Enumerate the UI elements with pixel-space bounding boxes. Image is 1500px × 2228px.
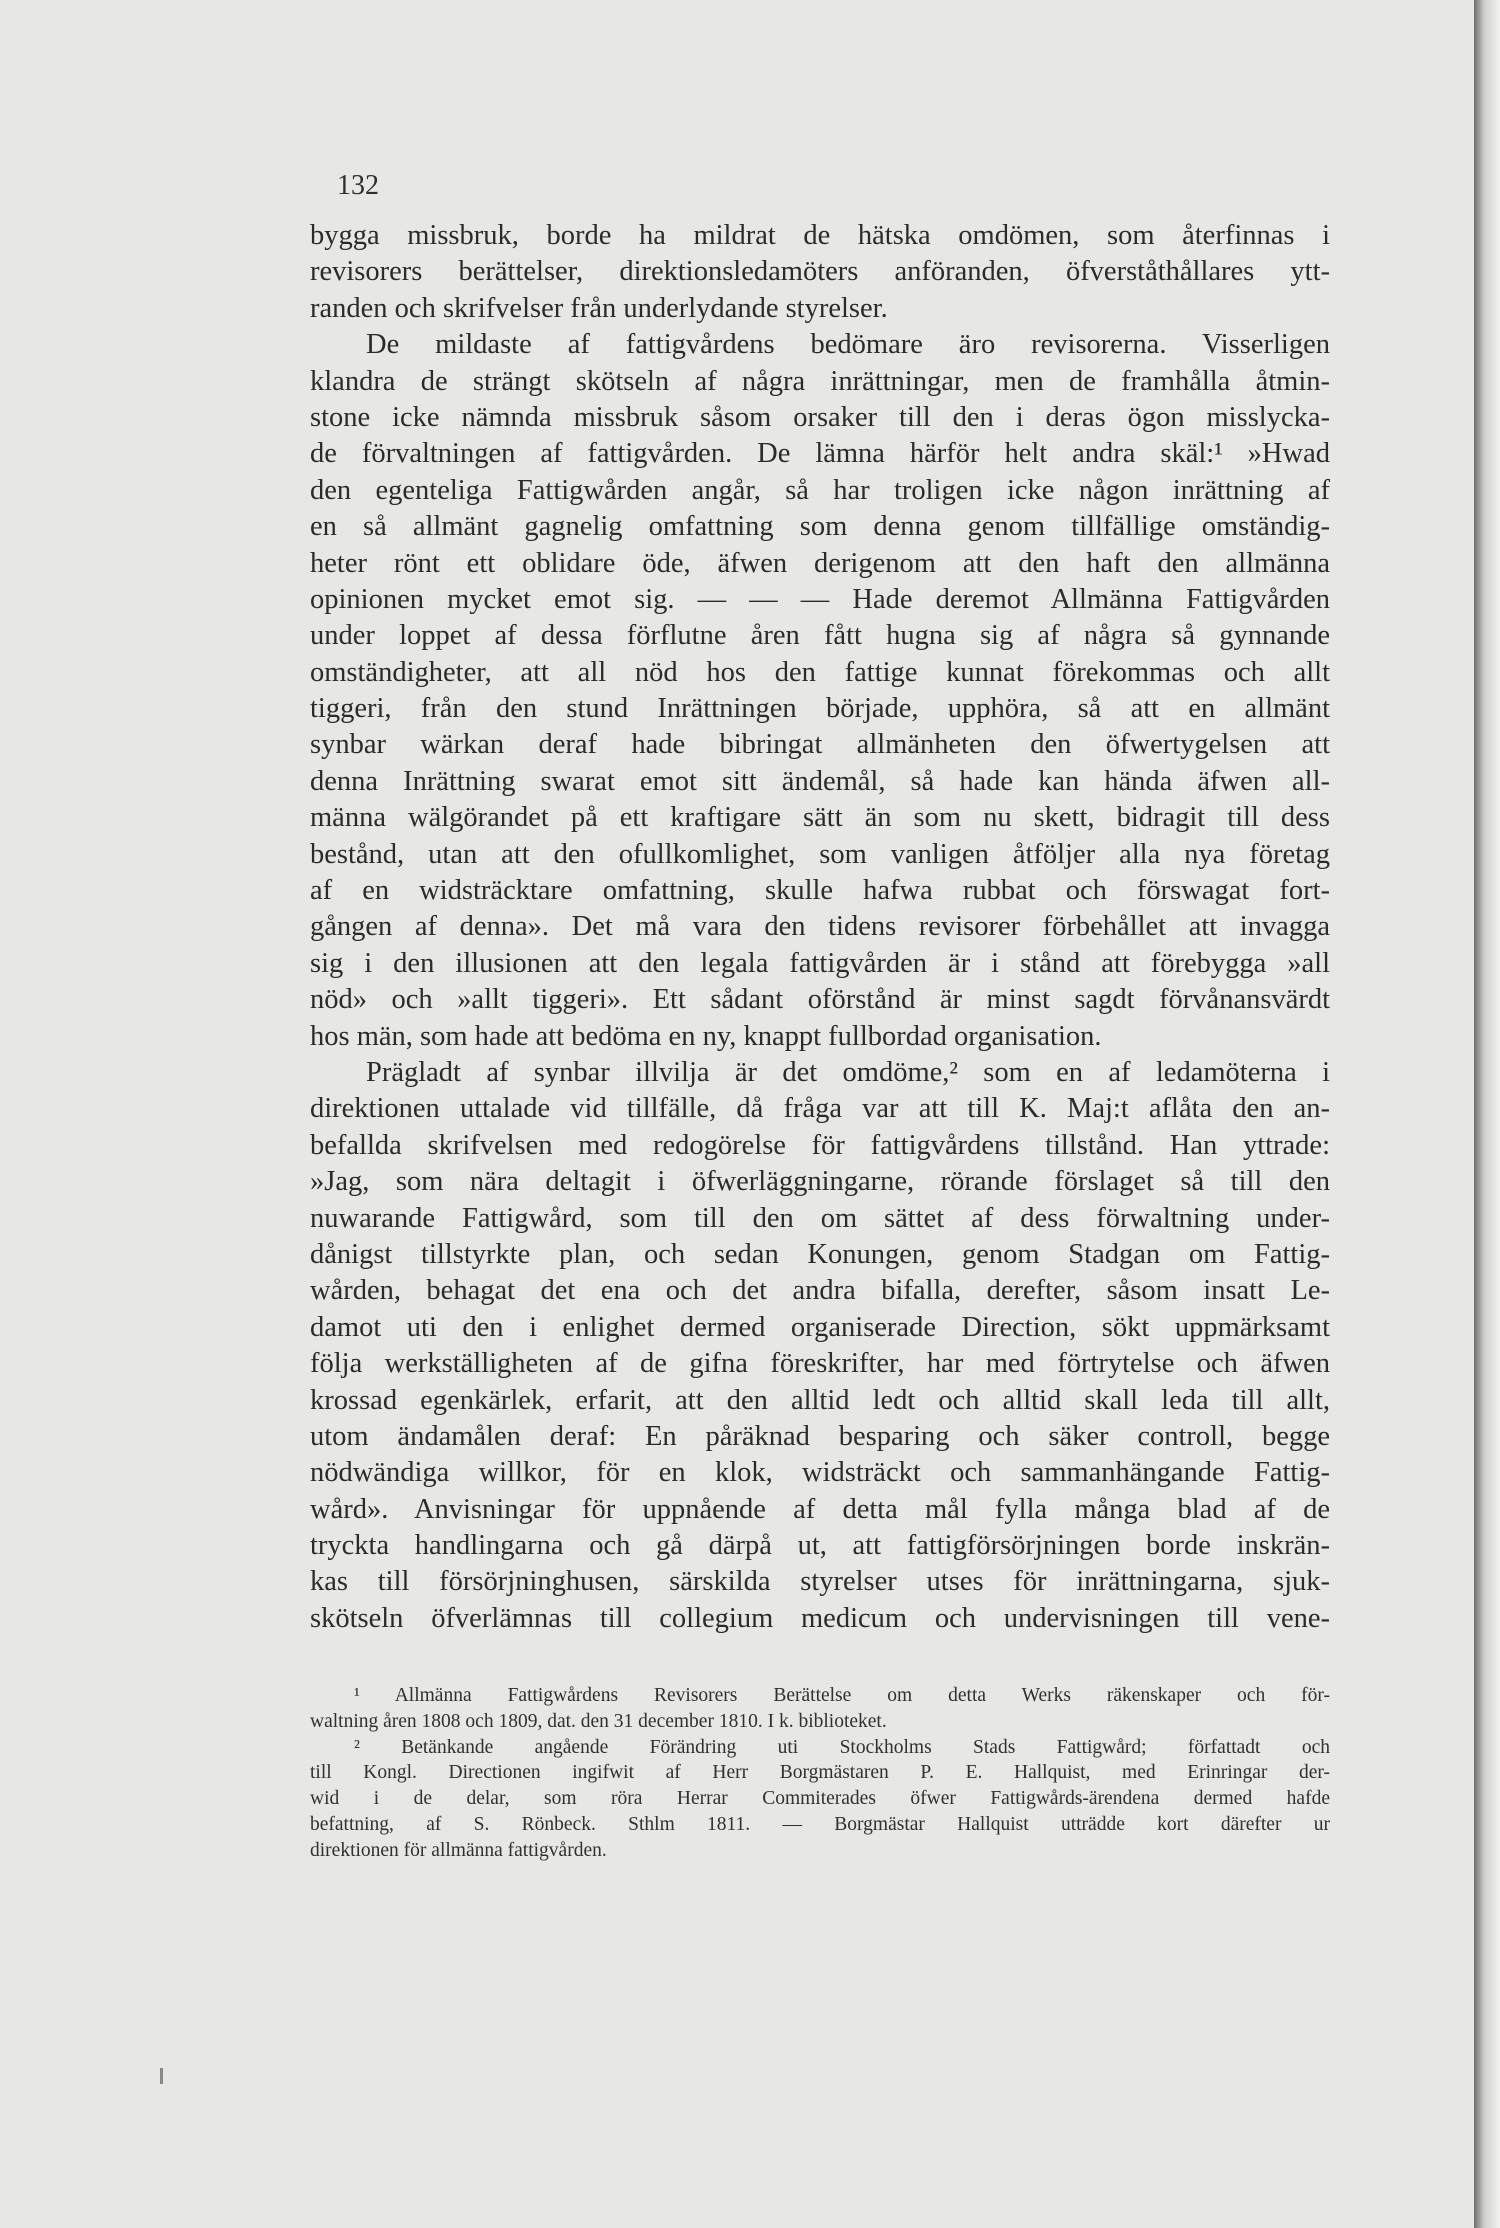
body-line: följa werkställigheten af de gifna föreskrifter, har med förtrytelse och äfwen — [310, 1348, 1330, 1380]
body-line: opinionen mycket emot sig. — — — Hade deremot Allmänna Fattigvården — [310, 583, 1330, 615]
footnote-line: befattning, af S. Rönbeck. Sthlm 1811. — Borgmästar Hallquist utträdde kort därefter ur — [310, 1813, 1330, 1835]
footnote-line: waltning åren 1808 och 1809, dat. den 31 december 1810. I k. biblioteket. — [310, 1710, 887, 1732]
body-line: heter rönt ett oblidare öde, äfwen derigenom att den haft den allmänna — [310, 547, 1330, 579]
page-number: 132 — [337, 170, 379, 201]
body-line: bygga missbruk, borde ha mildrat de hätska omdömen, som återfinnas i — [310, 220, 1330, 251]
body-line: »Jag, som nära deltagit i öfwerläggningarne, rörande förslaget så till den — [310, 1166, 1330, 1198]
body-line: männa wälgörandet på ett kraftigare sätt än som nu skett, bidragit till dess — [310, 802, 1330, 834]
footnote-line: till Kongl. Directionen ingifwit af Herr Borgmästaren P. E. Hallquist, med Erinringar der- — [310, 1762, 1330, 1784]
body-line: revisorers berättelser, direktionsledamöters anföranden, öfverståthållares ytt- — [310, 256, 1330, 288]
body-line: denna Inrättning swarat emot sitt ändemål, så hade kan hända äfwen all- — [310, 765, 1330, 797]
body-line: den egenteliga Fattigwården angår, så har troligen icke någon inrättning af — [310, 474, 1330, 506]
body-line: krossad egenkärlek, erfarit, att den alltid ledt och alltid skall leda till allt, — [310, 1384, 1330, 1416]
body-line: de förvaltningen af fattigvården. De lämna härför helt andra skäl:¹ »Hwad — [310, 438, 1330, 470]
body-line: tryckta handlingarna och gå därpå ut, att fattigförsörjningen borde inskrän- — [310, 1530, 1330, 1562]
footnote-line: ² Betänkande angående Förändring uti Stockholms Stads Fattigwård; författadt och — [354, 1736, 1330, 1758]
body-line: damot uti den i enlighet dermed organiserade Direction, sökt uppmärksamt — [310, 1311, 1330, 1343]
body-line: stone icke nämnda missbruk såsom orsaker till den i deras ögon misslycka- — [310, 401, 1330, 433]
body-line: nuwarande Fattigwård, som till den om sättet af dess förwaltning under- — [310, 1202, 1330, 1234]
body-line: dånigst tillstyrkte plan, och sedan Konungen, genom Stadgan om Fattig- — [310, 1238, 1330, 1270]
body-line: kas till försörjninghusen, särskilda styrelser utses för inrättningarna, sjuk- — [310, 1566, 1330, 1598]
body-line: synbar wärkan deraf hade bibringat allmänheten den öfwertygelsen att — [310, 729, 1330, 761]
body-line: wård». Anvisningar för uppnående af detta mål fylla många blad af de — [310, 1493, 1330, 1525]
body-line: nöd» och »allt tiggeri». Ett sådant oförstånd är minst sagdt förvånansvärdt — [310, 984, 1330, 1016]
body-line: sig i den illusionen att den legala fattigvården är i stånd att förebygga »all — [310, 947, 1330, 979]
body-line: klandra de strängt skötseln af några inrättningar, men de framhålla åtmin- — [310, 365, 1330, 397]
body-line: befallda skrifvelsen med redogörelse för fattigvårdens tillstånd. Han yttrade: — [310, 1129, 1330, 1161]
footnote-line: wid i de delar, som röra Herrar Commiterades öfwer Fattigwårds-ärendena dermed hafde — [310, 1788, 1330, 1810]
body-line: bestånd, utan att den ofullkomlighet, som vanligen åtföljer alla nya företag — [310, 838, 1330, 870]
footnote-line: ¹ Allmänna Fattigwårdens Revisorers Berättelse om detta Werks räkenskaper och för- — [354, 1685, 1330, 1706]
body-line: under loppet af dessa förflutne åren fått hugna sig af några så gynnande — [310, 620, 1330, 652]
body-line: direktionen uttalade vid tillfälle, då fråga var att till K. Maj:t aflåta den an- — [310, 1093, 1330, 1125]
body-text — [310, 218, 1330, 1637]
footnotes — [310, 1683, 1330, 1864]
body-line: utom ändamålen deraf: En påräknad besparing och säker controll, begge — [310, 1420, 1330, 1452]
body-line: en så allmänt gagnelig omfattning som denna genom tillfällige omständig- — [310, 511, 1330, 543]
body-line: af en widsträcktare omfattning, skulle hafwa rubbat och förswagat fort- — [310, 875, 1330, 907]
page-edge — [1474, 0, 1500, 2228]
body-line: skötseln öfverlämnas till collegium medicum och undervisningen till vene- — [310, 1602, 1330, 1634]
body-line: tiggeri, från den stund Inrättningen började, upphöra, så att en allmänt — [310, 693, 1330, 725]
body-line: De mildaste af fattigvårdens bedömare äro revisorerna. Visserligen — [366, 329, 1330, 361]
body-line: nödwändiga willkor, för en klok, widsträckt och sammanhängande Fattig- — [310, 1457, 1330, 1489]
body-line: Prägladt af synbar illvilja är det omdöme,² som en af ledamöterna i — [366, 1056, 1330, 1088]
body-line: wården, behagat det ena och det andra bifalla, derefter, såsom insatt Le- — [310, 1275, 1330, 1307]
body-line: gången af denna». Det må vara den tidens revisorer förbehållet att invagga — [310, 911, 1330, 943]
body-line: randen och skrifvelser från underlydande styrelser. — [310, 292, 888, 324]
paper-mark — [160, 2068, 163, 2084]
body-line: hos män, som hade att bedöma en ny, knappt fullbordad organisation. — [310, 1020, 1102, 1052]
body-line: omständigheter, att all nöd hos den fattige kunnat förekommas och allt — [310, 656, 1330, 688]
footnote-line: direktionen för allmänna fattigvården. — [310, 1839, 607, 1861]
